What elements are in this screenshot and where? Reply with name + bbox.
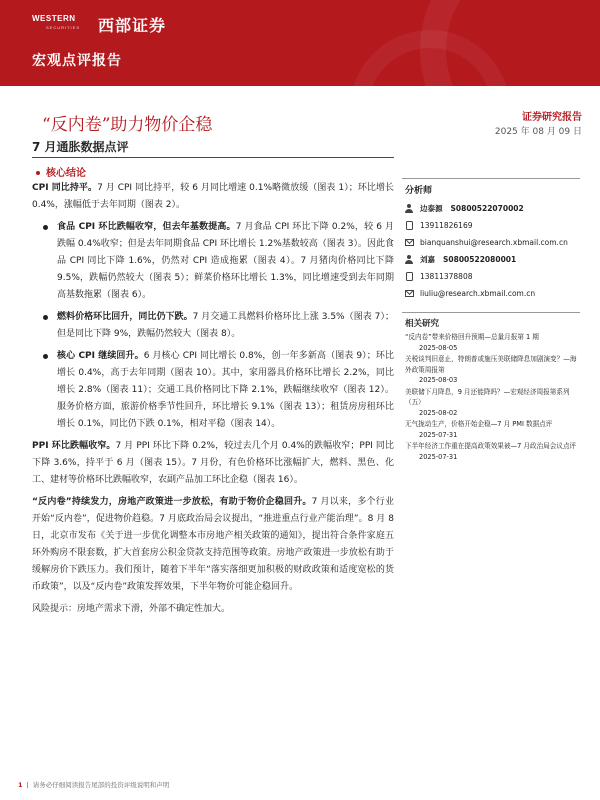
mail-icon <box>402 239 416 246</box>
related-item-title[interactable]: “反内卷”带来价格回升预期—总量月报第 1 期 <box>405 333 539 341</box>
paragraph-text: 7 月以来，多个行业开始“反内卷”，促进物价趋稳。7 月底政治局会议提出，“推进重点行业产能治理”。8 月 8 日，北京市发布《关于进一步优化调整本市房地产相关政策的通知》，提出符合条件家庭五环外购房不限套数，扩大首套房公积金贷款支持范围等政策。房地产政策进一步放松有助于缓解房价下跌压力。我们预计，随着下半年“落实落细更加积极的财政政策和适度宽松的货币政策”，以及“反内卷”政策发挥效果，下半年物价可能企稳回升。 <box>32 497 394 592</box>
logo-chinese: 西部证券 <box>98 15 167 35</box>
section-title <box>36 164 86 179</box>
logo-english: WESTERN <box>32 14 76 23</box>
related-item-title[interactable]: 美联储下月降息，9 月还能降吗？—宏观经济周报第系列（五） <box>405 387 570 406</box>
bullet-fuel-price <box>32 309 394 343</box>
analyst-name: 边泰源 <box>420 204 443 213</box>
document-type: 宏观点评报告 <box>32 53 122 69</box>
paragraph-outlook <box>32 494 394 596</box>
related-research-list <box>402 332 580 462</box>
phone-icon <box>402 221 416 230</box>
analyst-email-row[interactable] <box>402 285 580 302</box>
footer-disclaimer: 请务必仔细阅读报告尾部的投资评级说明和声明 <box>32 781 170 789</box>
analyst-certificate: S0800522080001 <box>443 255 517 264</box>
paragraph-text: 7 月 PPI 环比下降 0.2%，较过去几个月 0.4%的跌幅收窄；PPI 同比下降 3.6%，持平于 6 月（图表 15）。7 月份，有色价格环比涨幅扩大，燃料、黑色、化工、建材等价格环比跌幅收窄，农副产品加工环比企稳（图表 16）。 <box>32 441 394 485</box>
header-banner <box>0 0 600 86</box>
bullet-text: 7 月食品 CPI 环比下降 0.2%，较 6 月跌幅 0.4%收窄；但是去年同期食品 CPI 环比增长 1.2%基数较高（图表 3）。因此食品 CPI 同比下降 1.6%，仍然对 CPI 造成拖累（图表 4）。7 月猪肉价格同比下降 9.5%，跌幅仍然较大（图表 5）；鲜菜价格环比增长 1.3%，同比增速受到去年同期高基数拖累（图表 6）。 <box>57 222 394 300</box>
person-icon <box>402 255 416 264</box>
analyst-name-row <box>402 251 580 268</box>
logo-mark <box>32 13 92 35</box>
analyst-email[interactable]: liuliu@research.xbmail.com.cn <box>420 289 536 298</box>
bullet-lead: 核心 CPI 继续回升。 <box>57 351 144 361</box>
related-item[interactable] <box>405 419 580 440</box>
related-item-title[interactable]: 关税谈判旧意止，特朗普或施压美联储降息加剧演变？—海外政策周报第 <box>405 355 577 374</box>
related-item[interactable] <box>405 332 580 353</box>
analyst-phone: 13911826169 <box>420 221 473 230</box>
analyst-phone: 13811378808 <box>420 272 473 281</box>
analyst-email-row[interactable] <box>402 234 580 251</box>
bullet-dot-icon <box>43 225 48 230</box>
bullet-text: 6 月核心 CPI 同比增长 0.8%，创一年多新高（图表 9）；环比增长 0.4%，高于去年同期（图表 10）。其中，家用器具价格环比增长 2.2%，同比增长 2.8%（图表 11）；交通工具价格同比下降 2.1%，跌幅继续收窄（图表 12）。服务价格方面，旅游价格季节性回升，环比增长 9.1%（图表 13）；租赁房房租环比增长 0.1%，同比仍下跌 0.1%，相对平稳（图表 14）。 <box>57 351 394 429</box>
related-item-title[interactable]: 无气拢动生产，价格开始企稳—7 月 PMI 数据点评 <box>405 420 553 428</box>
paragraph-lead: CPI 同比持平。 <box>32 183 98 193</box>
bullet-core-cpi <box>32 348 394 433</box>
report-date: 2025 年 08 月 09 日 <box>494 127 582 137</box>
bullet-lead: 燃料价格环比回升，同比仍下跌。 <box>57 312 193 322</box>
bullet-food-cpi <box>32 219 394 304</box>
analyst-name: 刘嘉 <box>420 255 435 264</box>
analyst-phone-row <box>402 268 580 285</box>
paragraph-ppi <box>32 438 394 489</box>
bullet-lead: 食品 CPI 环比跌幅收窄，但去年基数提高。 <box>57 222 236 232</box>
report-kind: 证券研究报告 <box>522 112 582 123</box>
related-item-date: 2025-08-03 <box>419 376 458 384</box>
bullet-dot-icon <box>43 354 48 359</box>
related-item-title[interactable]: 下半年经济工作重在提高政策效果被—7 月政治局会议点评 <box>405 442 577 450</box>
sidebar <box>402 178 580 463</box>
page-number: 1 <box>18 781 23 789</box>
section-divider <box>32 157 394 158</box>
company-logo <box>32 10 166 38</box>
related-item-date: 2025-08-02 <box>419 408 458 417</box>
related-item-date: 2025-07-31 <box>419 452 458 461</box>
bullet-text: 7 月交通工具燃料价格环比上涨 3.5%（图表 7）；但是同比下降 9%，跌幅仍然较大（图表 8）。 <box>57 312 394 339</box>
analyst-certificate: S0800522070002 <box>450 204 524 213</box>
analyst-email[interactable]: bianquanshui@research.xbmail.com.cn <box>420 238 568 247</box>
related-item-date: 2025-08-05 <box>419 343 458 352</box>
analyst-heading: 分析师 <box>405 186 433 196</box>
person-icon <box>402 204 416 213</box>
paragraph-cpi <box>32 180 394 214</box>
bullet-dot-icon <box>36 171 40 175</box>
paragraph-text: 7 月 CPI 同比持平，较 6 月同比增速 0.1%略微放缓（图表 1）；环比增长 0.4%，涨幅低于去年同期（图表 2）。 <box>32 183 395 210</box>
mail-icon <box>402 290 416 297</box>
footer-separator: | <box>26 781 29 789</box>
report-subtitle: 7 月通胀数据点评 <box>32 140 129 154</box>
main-content <box>32 180 394 623</box>
risk-warning: 风险提示：房地产需求下滑，外部不确定性加大。 <box>32 604 231 614</box>
page-footer <box>18 780 169 789</box>
related-item[interactable] <box>405 354 580 386</box>
related-item[interactable] <box>405 441 580 462</box>
paragraph-lead: PPI 环比跌幅收窄。 <box>32 441 116 451</box>
related-item-date: 2025-07-31 <box>419 430 458 439</box>
section-title-text: 核心结论 <box>46 168 86 179</box>
analyst-phone-row <box>402 217 580 234</box>
phone-icon <box>402 272 416 281</box>
report-title: “反内卷”助力物价企稳 <box>42 115 213 135</box>
logo-english-sub: SECURITIES <box>46 25 81 30</box>
related-item[interactable] <box>405 387 580 419</box>
bullet-dot-icon <box>43 315 48 320</box>
paragraph-lead: “反内卷”持续发力，房地产政策进一步放松，有助于物价企稳回升。 <box>32 497 312 507</box>
related-research-heading: 相关研究 <box>402 312 580 332</box>
analyst-name-row <box>402 200 580 217</box>
